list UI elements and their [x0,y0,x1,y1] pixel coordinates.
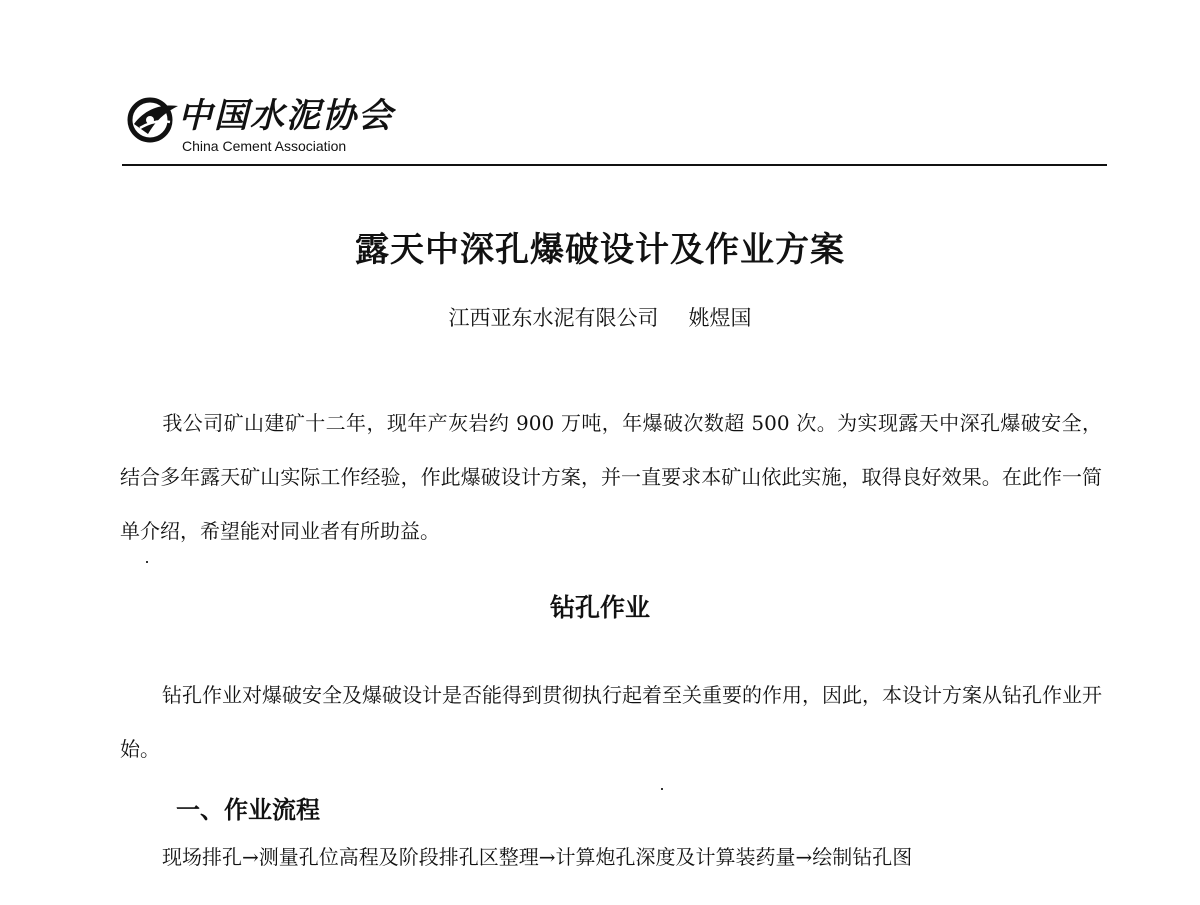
intro-paragraph [120,396,1102,558]
section-paragraph-text: 钻孔作业对爆破安全及爆破设计是否能得到贯彻执行起着至关重要的作用，因此，本设计方案从钻孔作业开始。 [120,683,1102,761]
document-title: 露天中深孔爆破设计及作业方案 [355,230,845,270]
byline-author: 姚煜国 [688,306,752,330]
header-divider [122,164,1107,166]
byline-company: 江西亚东水泥有限公司 [448,306,659,330]
subsection-paragraph [120,830,1102,884]
logo-chinese-name: 中国水泥协会 [178,96,394,136]
subsection-heading: 一、作业流程 [176,796,320,824]
association-logo-icon [126,94,180,144]
subsection-paragraph-text: 现场排孔→测量孔位高程及阶段排孔区整理→计算炮孔深度及计算装药量→绘制钻孔图 [162,845,913,869]
scan-speck [146,561,148,563]
byline [0,302,1200,332]
letterhead [122,86,1107,166]
section-heading: 钻孔作业 [549,593,650,622]
logo-english-name: China Cement Association [182,138,347,154]
section-paragraph [120,668,1102,776]
scan-speck [661,788,663,790]
intro-paragraph-text: 我公司矿山建矿十二年，现年产灰岩约 900 万吨，年爆破次数超 500 次。为实现露天中深孔爆破安全，结合多年露天矿山实际工作经验，作此爆破设计方案，并一直要求本矿山依此实施，取得良好效果。在此作一简单介绍，希望能对同业者有所助益。 [120,411,1102,543]
